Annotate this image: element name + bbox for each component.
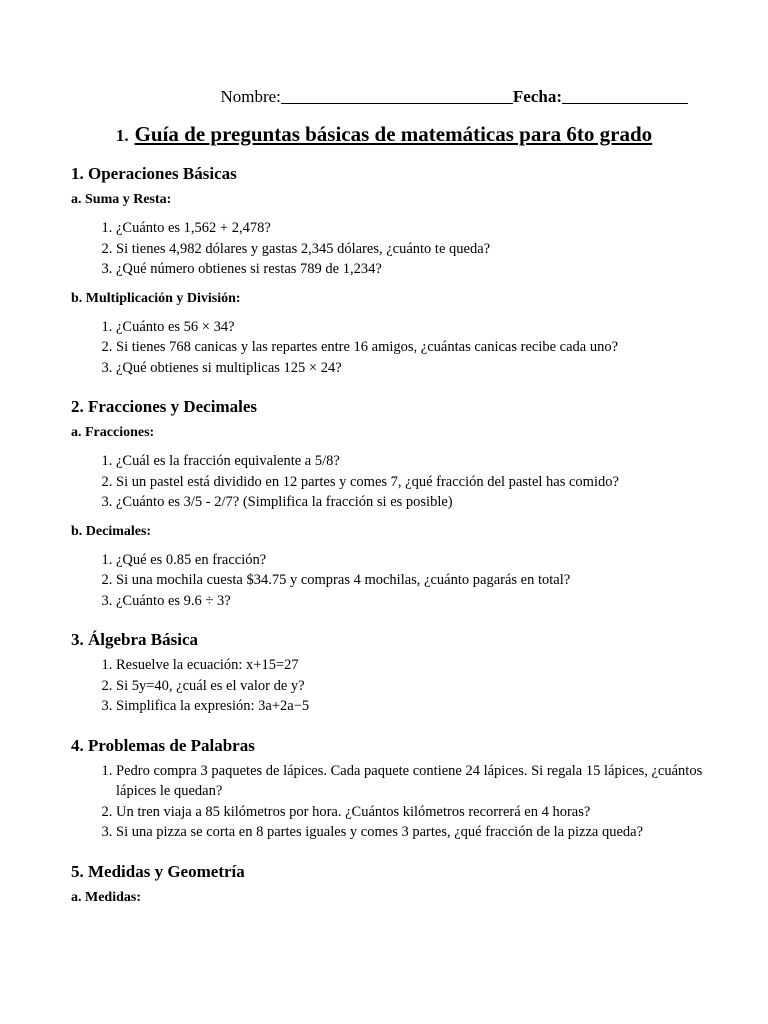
question-item: 2. Si tienes 768 canicas y las repartes entre 16 amigos, ¿cuántas canicas recibe cada uno? bbox=[116, 337, 711, 358]
question-list bbox=[71, 550, 711, 612]
name-date-line bbox=[0, 84, 688, 107]
section-heading: 5. Medidas y Geometría bbox=[71, 861, 245, 881]
subsection-heading: b. Decimales: bbox=[71, 523, 152, 539]
section-heading: 3. Álgebra Básica bbox=[71, 630, 199, 649]
question-item: 3. ¿Qué obtienes si multiplicas 125 × 24? bbox=[116, 358, 711, 379]
question-item: 2. Si 5y=40, ¿cuál es el valor de y? bbox=[116, 676, 711, 697]
date-blank-line bbox=[562, 86, 688, 104]
question-item: 2. Si tienes 4,982 dólares y gastas 2,345 dólares, ¿cuánto te queda? bbox=[116, 239, 711, 260]
subsection-heading: a. Suma y Resta: bbox=[71, 192, 172, 207]
title-text: Guía de preguntas básicas de matemáticas para 6to grado bbox=[134, 122, 653, 146]
worksheet-title bbox=[0, 122, 768, 147]
question-item: 1. ¿Cuál es la fracción equivalente a 5/8? bbox=[116, 451, 711, 472]
question-list bbox=[71, 761, 711, 843]
section-heading: 2. Fracciones y Decimales bbox=[71, 397, 257, 416]
question-item: 1. ¿Qué es 0.85 en fracción? bbox=[116, 550, 711, 571]
question-item: 3. ¿Qué número obtienes si restas 789 de 1,234? bbox=[116, 259, 711, 280]
question-item: 3. Simplifica la expresión: 3a+2a−5 bbox=[116, 696, 711, 717]
question-list bbox=[71, 451, 711, 513]
question-item: 2. Si un pastel está dividido en 12 partes y comes 7, ¿qué fracción del pastel has comido? bbox=[116, 472, 711, 493]
name-blank-line bbox=[281, 86, 513, 104]
question-item: 2. Si una mochila cuesta $34.75 y compras 4 mochilas, ¿cuánto pagarás en total? bbox=[116, 570, 711, 591]
question-list bbox=[71, 655, 711, 717]
worksheet-content bbox=[71, 163, 711, 908]
question-list bbox=[71, 218, 711, 280]
question-item: 2. Un tren viaja a 85 kilómetros por hora. ¿Cuántos kilómetros recorrerá en 4 horas? bbox=[116, 802, 711, 823]
question-list bbox=[71, 317, 711, 379]
subsection-heading: a. Medidas: bbox=[71, 889, 141, 905]
question-item: 1. Resuelve la ecuación: x+15=27 bbox=[116, 655, 711, 676]
section-heading: 1. Operaciones Básicas bbox=[71, 164, 237, 183]
question-item: 3. ¿Cuánto es 9.6 ÷ 3? bbox=[116, 591, 711, 612]
title-number: 1. bbox=[115, 126, 129, 145]
date-label: Fecha: bbox=[512, 87, 562, 106]
question-item: 3. ¿Cuánto es 3/5 - 2/7? (Simplifica la fracción si es posible) bbox=[116, 492, 711, 513]
question-item: 1. Pedro compra 3 paquetes de lápices. Cada paquete contiene 24 lápices. Si regala 15 lápices, ¿cuántos lápices le quedan? bbox=[116, 761, 711, 802]
question-item: 1. ¿Cuánto es 56 × 34? bbox=[116, 317, 711, 338]
question-item: 3. Si una pizza se corta en 8 partes iguales y comes 3 partes, ¿qué fracción de la pizza queda? bbox=[116, 822, 711, 843]
subsection-heading: a. Fracciones: bbox=[71, 425, 155, 440]
section-heading: 4. Problemas de Palabras bbox=[71, 735, 255, 755]
question-item: 1. ¿Cuánto es 1,562 + 2,478? bbox=[116, 218, 711, 239]
subsection-heading: b. Multiplicación y División: bbox=[71, 290, 241, 306]
name-label: Nombre: bbox=[220, 87, 281, 106]
